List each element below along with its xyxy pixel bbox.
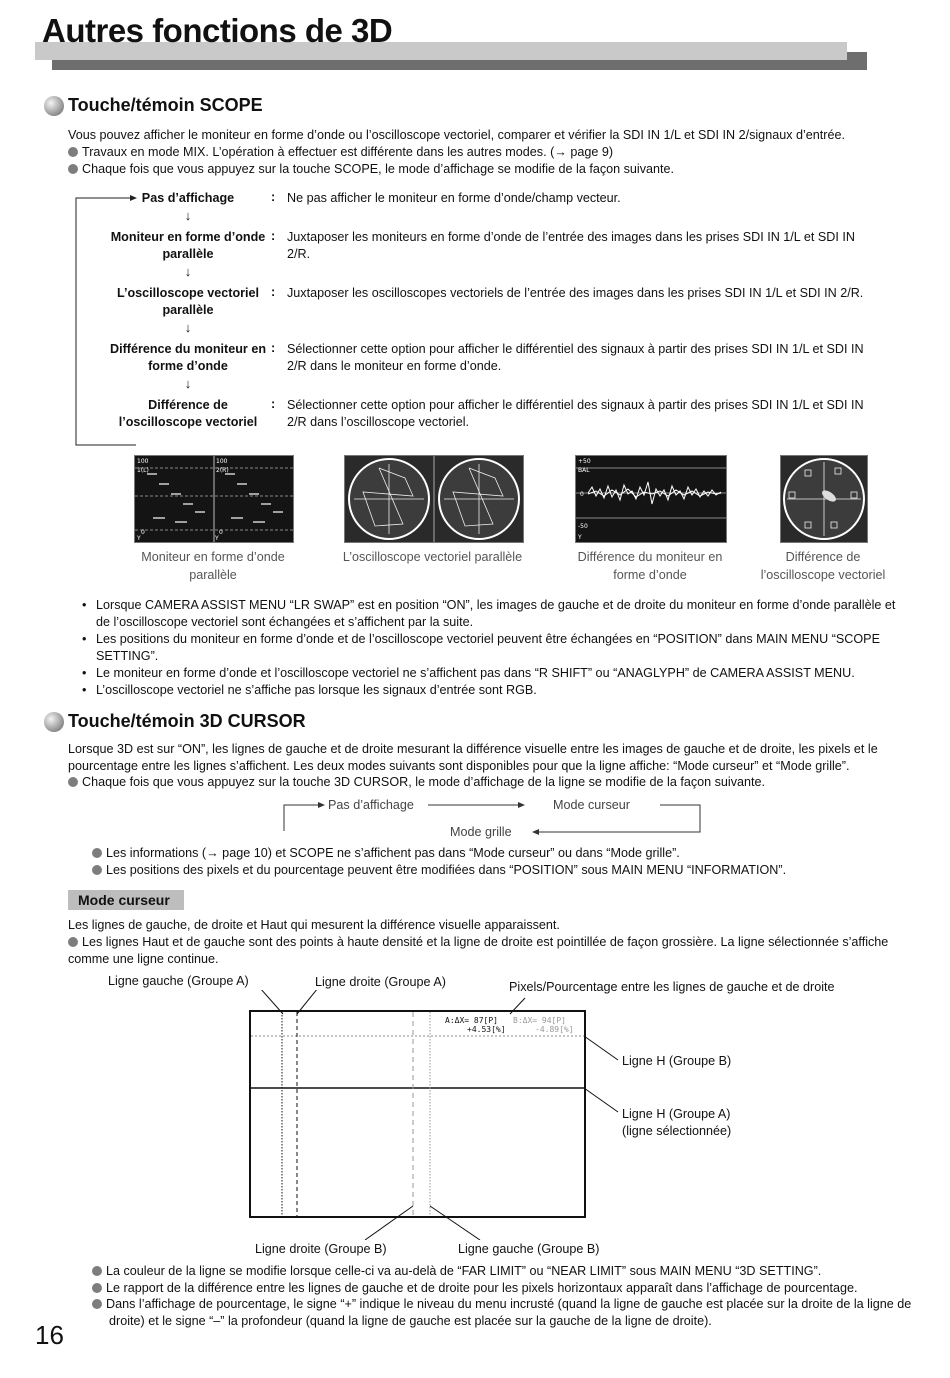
cursor-sub-bullet-2-text: Les positions des pixels et du pourcentage peuvent être modifiées dans “POSITION” sous MAIN MENU “INFORMATION”. xyxy=(106,863,787,877)
mode-label-2: Moniteur en forme d’onde parallèle xyxy=(110,230,266,261)
scope-bullet-1 xyxy=(68,144,908,161)
gray-bullet-icon xyxy=(68,164,78,174)
down-arrow-icon: ↓ xyxy=(184,208,192,223)
gray-bullet-icon xyxy=(68,147,78,157)
cursor-sub-bullet-1 xyxy=(92,845,902,862)
mode-curseur-bullet xyxy=(68,934,898,968)
mode-curseur-intro: Les lignes de gauche, de droite et Haut qui mesurent la différence visuelle apparaissent. xyxy=(68,918,560,932)
mode-colon-4: : xyxy=(271,341,276,355)
label-left-line-b: Ligne gauche (Groupe B) xyxy=(458,1242,600,1256)
caption-vectorscope-difference: Différence de l’oscilloscope vectoriel xyxy=(760,550,886,582)
mode-curseur-heading: Mode curseur xyxy=(68,890,184,910)
osd-a-pixels: A:ΔX= 87[P] xyxy=(445,1016,498,1025)
caption-waveform-difference: Différence du moniteur en forme d’onde xyxy=(577,550,723,582)
label-right-line-b: Ligne droite (Groupe B) xyxy=(255,1242,387,1256)
mode-desc-4: Sélectionner cette option pour afficher le différentiel des signaux à partir des prises SDI IN 1/L et SDI IN 2/R dans le moniteur en forme d’onde. xyxy=(287,342,864,373)
scope-bullet-2-text: Chaque fois que vous appuyez sur la touche SCOPE, le mode d’affichage se modifie de la façon suivante. xyxy=(82,162,675,176)
diff-label-plus50: +50 xyxy=(578,458,591,465)
page-title: Autres fonctions de 3D xyxy=(42,12,393,49)
gray-bullet-icon xyxy=(92,1266,102,1276)
vectorscope-parallel-graphic xyxy=(345,456,523,542)
wf-label-0-right: 0 xyxy=(219,529,223,536)
mode-desc-2: Juxtaposer les moniteurs en forme d’onde de l’entrée des images dans les prises SDI IN 1/L et SDI IN 2/R. xyxy=(287,230,855,261)
diff-label-y: Y xyxy=(578,534,582,541)
final-bullet-3 xyxy=(92,1296,917,1330)
mode-desc-3: Juxtaposer les oscilloscopes vectoriels de l’entrée des images dans les prises SDI IN 1/L et SDI IN 2/R. xyxy=(287,286,864,300)
mode-label-1: Pas d’affichage xyxy=(141,191,235,205)
gray-bullet-icon xyxy=(68,937,78,947)
scope-note-2: • Les positions du moniteur en forme d’onde et de l’oscilloscope vectoriel peuvent être échangées en “POSITION” dans MAIN MENU “SCOPE SETTING”. xyxy=(68,631,908,665)
waveform-difference-graphic xyxy=(576,456,726,542)
label-h-line-a: Ligne H (Groupe A) xyxy=(622,1107,731,1121)
section-bullet-icon xyxy=(44,96,64,116)
final-bullet-3-text: Dans l’affichage de pourcentage, le signe “+” indique le niveau du menu incrusté (quand la ligne de gauche est placée sur la droite de la ligne de droite) et le signe “–” la profondeur (quand la ligne de gauche est placée sur la gauche de la ligne de droite). xyxy=(106,1297,912,1328)
down-arrow-icon: ↓ xyxy=(184,264,192,279)
mode-desc-1: Ne pas afficher le moniteur en forme d’onde/champ vecteur. xyxy=(287,191,621,205)
section-bullet-icon xyxy=(44,712,64,732)
mode-curseur-bullet-text: Les lignes Haut et de gauche sont des points à haute densité et la ligne de droite est pointillée de façon grossière. La ligne sélectionnée s’affiche comme une ligne continue. xyxy=(68,935,889,966)
mode-label-3: L’oscilloscope vectoriel parallèle xyxy=(116,286,260,317)
mode-label-4: Différence du moniteur en forme d’onde xyxy=(109,342,267,373)
wf-label-100-right: 100 xyxy=(216,458,228,465)
scope-note-1: • Lorsque CAMERA ASSIST MENU “LR SWAP” est en position “ON”, les images de gauche et de droite du moniteur en forme d’onde parallèle et de l’oscilloscope vectoriel sont échangées et s’affichent par la suite. xyxy=(68,597,908,631)
cursor-mode-diagram xyxy=(180,990,740,1240)
final-bullet-1 xyxy=(92,1263,907,1280)
vectorscope-difference-image xyxy=(780,455,868,543)
label-h-line-a-selected: (ligne sélectionnée) xyxy=(622,1124,732,1138)
caption-vectorscope-parallel: L’oscilloscope vectoriel parallèle xyxy=(342,550,523,564)
mode-colon-3: : xyxy=(271,285,276,299)
mode-label-5: Différence de l’oscilloscope vectoriel xyxy=(118,398,258,429)
diff-label-zero: 0 xyxy=(580,491,584,498)
wf-label-y-left: Y xyxy=(137,535,141,542)
vectorscope-parallel-image xyxy=(344,455,524,543)
scope-bullet-2 xyxy=(68,161,908,178)
final-bullet-2-text: Le rapport de la différence entre les lignes de gauche et de droite pour les pixels horizontaux apparaît dans l’affichage de pourcentage. xyxy=(106,1281,858,1295)
label-h-line-b: Ligne H (Groupe B) xyxy=(622,1054,732,1068)
label-pixels-percentage: Pixels/Pourcentage entre les lignes de gauche et de droite xyxy=(509,980,835,994)
osd-b-pixels: B:ΔX= 94[P] xyxy=(513,1016,566,1025)
wf-label-1l: 1(L) xyxy=(137,467,149,474)
diff-label-minus50: -50 xyxy=(578,523,588,530)
waveform-parallel-graphic xyxy=(135,456,293,542)
osd-b-percent: -4.89[%] xyxy=(535,1025,574,1034)
scope-heading xyxy=(44,95,263,116)
wf-label-2r: 2(R) xyxy=(216,467,229,474)
mode-colon-2: : xyxy=(271,229,276,243)
mode-colon-5: : xyxy=(271,397,276,411)
cursor-sub-bullet-2 xyxy=(92,862,902,879)
cursor-heading xyxy=(44,711,306,732)
gray-bullet-icon xyxy=(68,777,78,787)
gray-bullet-icon xyxy=(92,1299,102,1309)
cycle-no-display: Pas d’affichage xyxy=(328,798,414,812)
waveform-difference-image xyxy=(575,455,727,543)
final-bullet-2 xyxy=(92,1280,907,1297)
scope-heading-text: Touche/témoin SCOPE xyxy=(68,95,263,115)
gray-bullet-icon xyxy=(92,865,102,875)
cursor-intro: Lorsque 3D est sur “ON”, les lignes de gauche et de droite mesurant la différence visuelle entre les images de gauche et de droite, les pixels et le pourcentage entre les lignes s’affichent. Les deux modes suivants sont disponibles pour que la ligne affiche: “Mode curseur” et “Mode grille”. xyxy=(68,742,878,773)
mode-colon-1: : xyxy=(271,190,276,204)
scope-bullet-1-text: Travaux en mode MIX. L’opération à effectuer est différente dans les autres modes. (→ page 9) xyxy=(82,145,614,159)
vectorscope-difference-graphic xyxy=(781,456,867,542)
wf-label-100-left: 100 xyxy=(137,458,149,465)
gray-bullet-icon xyxy=(92,1283,102,1293)
wf-label-y-right: Y xyxy=(215,535,219,542)
cursor-bullet-1 xyxy=(68,774,908,791)
cursor-bullet-1-text: Chaque fois que vous appuyez sur la touche 3D CURSOR, le mode d’affichage de la ligne se modifie de la façon suivante. xyxy=(82,775,766,789)
cycle-cursor-mode: Mode curseur xyxy=(553,798,630,812)
down-arrow-icon: ↓ xyxy=(184,376,192,391)
gray-bullet-icon xyxy=(92,848,102,858)
down-arrow-icon: ↓ xyxy=(184,320,192,335)
mode-desc-5: Sélectionner cette option pour afficher le différentiel des signaux à partir des prises SDI IN 1/L et SDI IN 2/R dans l’oscilloscope vectoriel. xyxy=(287,398,864,429)
scope-note-4: • L’oscilloscope vectoriel ne s’affiche pas lorsque les signaux d’entrée sont RGB. xyxy=(68,682,908,699)
cursor-heading-text: Touche/témoin 3D CURSOR xyxy=(68,711,306,731)
scope-notes-list xyxy=(68,597,908,699)
caption-waveform-parallel: Moniteur en forme d’onde parallèle xyxy=(141,550,285,582)
scope-intro: Vous pouvez afficher le moniteur en forme d’onde ou l’oscilloscope vectoriel, comparer et vérifier la SDI IN 1/L et SDI IN 2/signaux d’entrée. xyxy=(68,128,846,142)
wf-label-0-left: 0 xyxy=(141,529,145,536)
page-number: 16 xyxy=(35,1320,64,1350)
label-left-line-a: Ligne gauche (Groupe A) xyxy=(108,974,249,988)
final-bullet-1-text: La couleur de la ligne se modifie lorsque celle-ci va au-delà de “FAR LIMIT” ou “NEAR LIMIT” sous MAIN MENU “3D SETTING”. xyxy=(106,1264,822,1278)
label-right-line-a: Ligne droite (Groupe A) xyxy=(315,975,446,989)
waveform-parallel-image xyxy=(134,455,294,543)
cursor-sub-bullet-1-text: Les informations (→ page 10) et SCOPE ne s’affichent pas dans “Mode curseur” ou dans “Mode grille”. xyxy=(106,846,680,860)
scope-note-3: • Le moniteur en forme d’onde et l’oscilloscope vectoriel ne s’affichent pas dans “R SHIFT” ou “ANAGLYPH” de CAMERA ASSIST MENU. xyxy=(68,665,908,682)
osd-a-percent: +4.53[%] xyxy=(467,1025,506,1034)
diff-label-bal: BAL xyxy=(578,467,590,474)
cycle-grid-mode: Mode grille xyxy=(450,825,512,839)
